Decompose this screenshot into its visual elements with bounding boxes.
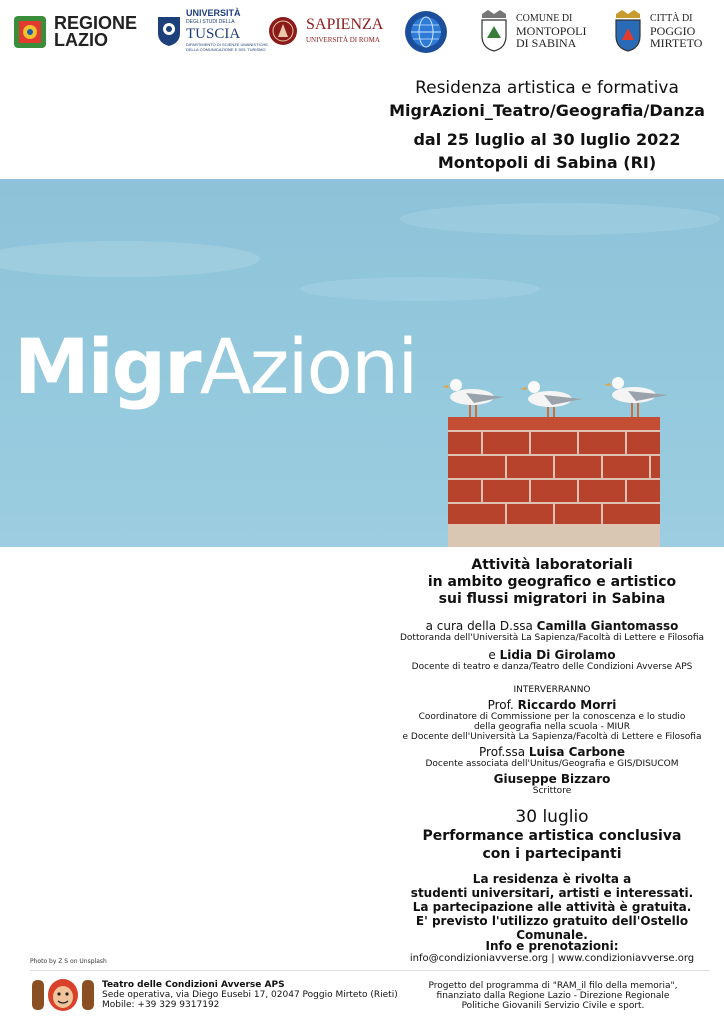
event-dates: dal 25 luglio al 30 luglio 2022 <box>413 130 681 149</box>
montopoli-line3: DI SABINA <box>516 36 577 50</box>
project-line-2: finanziato dalla Regione Lazio - Direzione Regionale <box>436 991 670 1001</box>
audience-line-4: E' previsto l'utilizzo gratuito dell'Ostello Comunale. <box>415 914 689 942</box>
speaker-1-role-1: Coordinatore di Commissione per la conoscenza e lo studio <box>418 712 686 722</box>
speaker-2-prefix: Prof.ssa <box>479 745 529 759</box>
montopoli-logo <box>478 10 586 52</box>
organizer-name: Teatro delle Condizioni Avverse APS <box>102 980 285 990</box>
wordmark-bold: Migr <box>14 322 200 411</box>
curator-2-name: Lidia Di Girolamo <box>499 648 616 662</box>
interverranno-label: INTERVERRANNO <box>513 685 591 695</box>
performance-line-1: Performance artistica conclusiva <box>422 828 682 844</box>
footer-divider <box>30 970 710 971</box>
wordmark-light: Azioni <box>199 322 417 411</box>
performance-line-2: con i partecipanti <box>482 846 622 862</box>
montopoli-crest-icon <box>478 10 510 52</box>
audience-line-2: studenti universitari, artisti e interessati. <box>410 886 694 900</box>
poggio-line1: CITTÀ DI <box>650 13 693 24</box>
speaker-2-role: Docente associata dell'Unitus/Geografia e GIS/DISUCOM <box>425 759 679 769</box>
seagull-2 <box>520 381 582 417</box>
audience-line-1: La residenza è rivolta a <box>472 872 632 886</box>
curator-2 <box>380 648 724 662</box>
curator-1 <box>380 619 724 633</box>
speaker-1-role-2: della geografia nella scuola - MIUR <box>473 722 631 732</box>
project-line-3: Politiche Giovanili Servizio Civile e sport. <box>461 1001 645 1011</box>
activity-line-2: in ambito geografico e artistico <box>427 574 677 590</box>
performance-date: 30 luglio <box>515 807 589 827</box>
tuscia-logo <box>156 9 269 52</box>
sapienza-seal-icon <box>268 16 298 46</box>
speaker-1 <box>380 698 724 712</box>
speaker-1-prefix: Prof. <box>487 698 518 712</box>
logo-strip <box>0 0 724 66</box>
speaker-3-role: Scrittore <box>532 786 572 796</box>
photo-credit: Photo by Z S on Unsplash <box>30 958 107 965</box>
globe-logo <box>404 10 448 54</box>
tuscia-line3: TUSCIA <box>186 26 241 42</box>
poggio-mirteto-crest-icon <box>612 10 644 52</box>
curator-1-prefix: a cura della D.ssa <box>425 619 537 633</box>
regione-lazio-logo <box>12 14 137 50</box>
event-title: MigrAzioni_Teatro/Geografia/Danza <box>389 101 705 120</box>
event-location: Montopoli di Sabina (RI) <box>437 153 657 172</box>
tuscia-shield-icon <box>156 15 182 47</box>
seagull-1 <box>442 379 504 417</box>
curator-1-name: Camilla Giantomasso <box>536 619 679 633</box>
tuscia-line5: DELLA COMUNICAZIONE E DEL TURISMO <box>186 47 266 52</box>
poggio-mirteto-logo <box>612 10 702 52</box>
tuscia-line2: DEGLI STUDI DELLA <box>186 19 235 25</box>
globe-icon <box>404 10 448 54</box>
speaker-3-name: Giuseppe Bizzaro <box>493 772 611 786</box>
poggio-line2: POGGIO <box>650 24 696 38</box>
audience-line-3: La partecipazione alle attività è gratuita. <box>412 900 692 914</box>
speaker-1-role-3: e Docente dell'Università La Sapienza/Facoltà di Lettere e Filosofia <box>402 732 702 742</box>
curator-2-prefix: e <box>488 648 500 662</box>
project-line-1: Progetto del programma di "RAM_il filo della memoria", <box>428 981 678 991</box>
curator-2-role: Docente di teatro e danza/Teatro delle Condizioni Avverse APS <box>411 662 693 672</box>
migrazioni-wordmark <box>14 322 417 411</box>
speaker-2 <box>380 745 724 759</box>
tuscia-line4: DIPARTIMENTO DI SCIENZE UMANISTICHE, <box>186 42 270 47</box>
footer-project <box>408 981 698 1011</box>
speaker-2-name: Luisa Carbone <box>528 745 625 759</box>
info-title: Info e prenotazioni: <box>485 939 619 953</box>
brick-chimney <box>448 417 660 547</box>
sapienza-line1: SAPIENZA <box>306 16 384 33</box>
organizer-phone: Mobile: +39 329 9317192 <box>102 1000 220 1010</box>
activity-line-3: sui flussi migratori in Sabina <box>438 591 666 607</box>
speaker-1-name: Riccardo Morri <box>517 698 617 712</box>
activity-line-1: Attività laboratoriali <box>471 557 633 573</box>
event-type: Residenza artistica e formativa <box>415 78 679 98</box>
regione-lazio-emblem-icon <box>12 14 48 50</box>
theatre-masks-logo-icon <box>30 978 96 1012</box>
montopoli-line2: MONTOPOLI <box>516 24 587 38</box>
sapienza-line2: UNIVERSITÀ DI ROMA <box>306 36 380 44</box>
tuscia-line1: UNIVERSITÀ <box>186 8 241 18</box>
sapienza-logo <box>268 16 383 46</box>
hero-photo <box>0 179 724 547</box>
regione-line1: REGIONE <box>54 13 138 33</box>
info-contacts[interactable]: info@condizioniavverse.org | www.condizioniavverse.org <box>409 953 695 964</box>
footer-organizer <box>30 978 410 1014</box>
regione-line2: LAZIO <box>54 30 108 50</box>
organizer-address: Sede operativa, via Diego Eusebi 17, 02047 Poggio Mirteto (Rieti) <box>102 990 398 1000</box>
seagull-3 <box>604 377 668 417</box>
curator-1-role: Dottoranda dell'Università La Sapienza/Facoltà di Lettere e Filosofia <box>399 633 705 643</box>
montopoli-line1: COMUNE DI <box>516 13 573 24</box>
poggio-line3: MIRTETO <box>650 36 703 50</box>
